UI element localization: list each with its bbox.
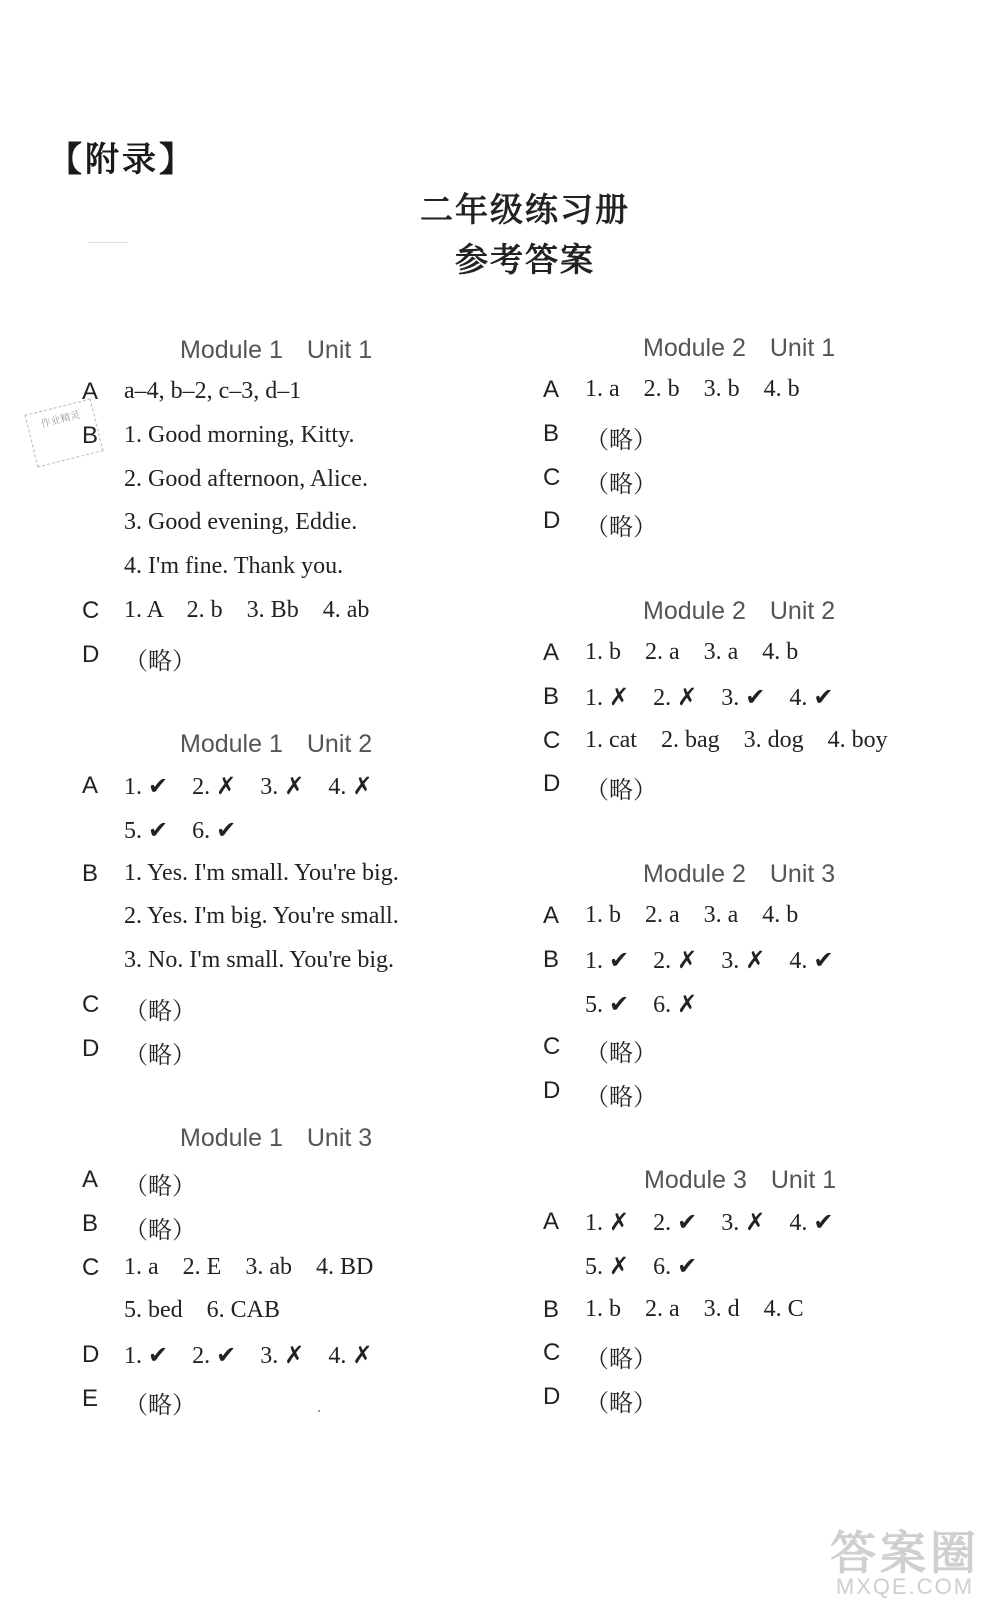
question-letter: A — [543, 376, 560, 403]
question-letter: D — [82, 1341, 100, 1369]
answer-text: 1. ✗ 2. ✔ 3. ✗ 4. ✔ — [585, 1210, 834, 1236]
section-heading — [643, 334, 835, 363]
answer-text: 1. cat 2. bag 3. dog 4. boy — [585, 726, 888, 753]
answer-text: 5. ✔ 6. ✔ — [124, 817, 237, 844]
unit-label: Unit 3 — [769, 860, 836, 888]
module-label: Module 2 — [643, 597, 746, 625]
unit-label: Unit 1 — [770, 1166, 837, 1194]
divider — [88, 242, 128, 243]
answer-text: 1. ✔ 2. ✗ 3. ✗ 4. ✗ — [124, 774, 373, 800]
question-letter: C — [82, 597, 100, 624]
question-letter: E — [82, 1385, 99, 1412]
answer-text: a–4, b–2, c–3, d–1 — [124, 378, 302, 404]
answer-text: （略） — [124, 1217, 196, 1244]
section-heading — [644, 1166, 836, 1195]
answer-text: （略） — [585, 1347, 657, 1374]
answer-text: 5. ✗ 6. ✔ — [585, 1253, 698, 1280]
unit-label: Unit 2 — [769, 597, 836, 625]
answer-text: （略） — [585, 515, 657, 542]
module-label: Module 2 — [643, 334, 746, 362]
module-label: Module 1 — [180, 730, 283, 758]
answer-text: （略） — [585, 1041, 657, 1068]
answer-text: （略） — [124, 1393, 196, 1419]
answer-text: （略） — [585, 471, 657, 498]
answer-text: 1. a 2. b 3. b 4. b — [585, 376, 800, 402]
answer-text: 3. No. I'm small. You're big. — [124, 947, 394, 974]
watermark-url: MXQE.COM — [835, 1574, 975, 1599]
unit-label: Unit 1 — [306, 336, 373, 364]
section-heading — [180, 336, 372, 365]
section-heading — [180, 730, 372, 759]
module-label: Module 1 — [180, 1124, 283, 1152]
section-heading — [180, 1124, 372, 1153]
answer-text: 1. ✔ 2. ✔ 3. ✗ 4. ✗ — [124, 1343, 373, 1370]
answer-text: 5. ✔ 6. ✗ — [585, 991, 698, 1018]
stamp-text: 作业精灵 — [39, 409, 82, 431]
module-label: Module 1 — [180, 336, 283, 364]
question-letter: B — [82, 1209, 99, 1237]
answer-text: （略） — [124, 648, 196, 675]
answer-text: 4. I'm fine. Thank you. — [124, 553, 344, 580]
page-title: 二年级练习册 — [420, 190, 630, 229]
answer-text: 5. bed 6. CAB — [124, 1297, 280, 1324]
question-letter: A — [543, 902, 560, 929]
unit-label: Unit 3 — [306, 1124, 373, 1152]
question-letter: A — [82, 772, 99, 799]
question-letter: C — [82, 1253, 100, 1281]
question-letter: C — [543, 1339, 561, 1367]
question-letter: A — [543, 639, 560, 666]
answer-text: 1. b 2. a 3. a 4. b — [585, 902, 799, 928]
module-label: Module 2 — [643, 860, 746, 888]
section-heading — [643, 597, 835, 626]
answer-text: （略） — [585, 427, 657, 454]
answer-text: 2. Yes. I'm big. You're small. — [124, 903, 399, 930]
answer-text: 1. b 2. a 3. a 4. b — [585, 639, 799, 665]
question-letter: C — [82, 991, 100, 1018]
answer-text: 1. ✔ 2. ✗ 3. ✗ 4. ✔ — [585, 947, 834, 974]
question-letter: B — [82, 859, 99, 887]
answer-text: 1. Good morning, Kitty. — [124, 421, 355, 448]
answer-text: （略） — [585, 778, 657, 805]
watermark — [830, 1527, 980, 1599]
answer-text: 1. b 2. a 3. d 4. C — [585, 1295, 804, 1322]
question-letter: A — [82, 1166, 99, 1193]
answer-text: 1. ✗ 2. ✗ 3. ✔ 4. ✔ — [585, 684, 834, 711]
module-label: Module 3 — [644, 1166, 747, 1194]
question-letter: D — [543, 1077, 561, 1105]
question-letter: D — [543, 770, 561, 798]
answer-text: （略） — [124, 1042, 196, 1069]
question-letter: B — [82, 421, 99, 449]
answer-text: 1. Yes. I'm small. You're big. — [124, 859, 399, 886]
answer-text: 1. A 2. b 3. Bb 4. ab — [124, 597, 370, 623]
question-letter: B — [543, 1295, 560, 1323]
question-letter: B — [543, 682, 560, 710]
unit-label: Unit 1 — [769, 334, 836, 362]
answer-text: 3. Good evening, Eddie. — [124, 509, 358, 536]
question-letter: D — [82, 640, 100, 668]
question-letter: D — [82, 1034, 100, 1062]
question-letter: C — [543, 1033, 561, 1061]
answer-text: （略） — [124, 1174, 196, 1200]
question-letter: D — [543, 507, 561, 535]
question-letter: D — [543, 1383, 561, 1411]
unit-label: Unit 2 — [306, 730, 373, 758]
question-letter: C — [543, 726, 561, 754]
answer-text: 1. a 2. E 3. ab 4. BD — [124, 1253, 374, 1280]
section-heading — [643, 860, 835, 889]
watermark-logo: 答案圈 — [830, 1527, 980, 1579]
question-letter: B — [543, 419, 560, 447]
question-letter: B — [543, 945, 560, 973]
question-letter: C — [543, 463, 561, 491]
stray-dot — [318, 1410, 320, 1412]
answer-text: （略） — [124, 999, 196, 1025]
answer-text: （略） — [585, 1391, 657, 1418]
appendix-label: 【附录】 — [48, 140, 196, 180]
answer-text: （略） — [585, 1085, 657, 1112]
page-subtitle: 参考答案 — [455, 240, 595, 279]
answer-text: 2. Good afternoon, Alice. — [124, 465, 368, 492]
question-letter: A — [82, 378, 99, 405]
question-letter: A — [543, 1208, 560, 1235]
